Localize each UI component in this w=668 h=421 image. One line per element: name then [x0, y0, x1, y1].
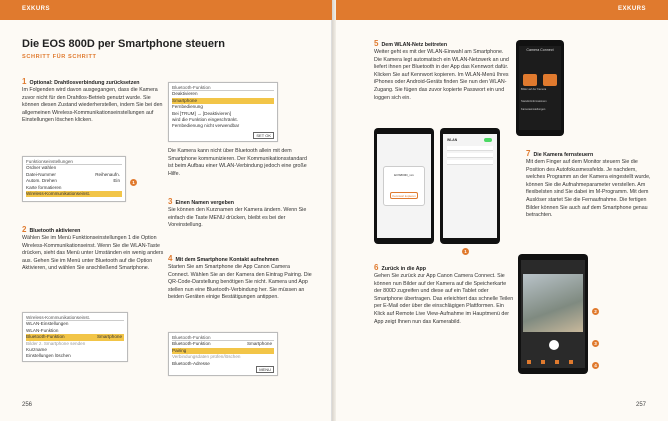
remote-live-view-icon — [543, 74, 557, 86]
step-5-heading: Dem WLAN-Netz beitreten — [381, 42, 448, 48]
password-dialog-screen — [377, 134, 431, 238]
shutter-button-icon[interactable] — [549, 340, 559, 350]
bluetooth-menu-row: wird die Funktion eingeschränkt. — [172, 116, 238, 122]
step-1-heading: Optional: Drahtlosverbindung zurücksetzen — [29, 80, 140, 86]
wireless-menu-screenshot — [22, 312, 128, 362]
live-view-image — [523, 274, 583, 332]
callout-marker: 3 — [592, 340, 599, 347]
app-item-label: Kameraeinstellungen — [521, 108, 546, 111]
bluetooth-menu-title: Bluetooth-Funktion — [172, 85, 274, 91]
page-title: Die EOS 800D per Smartphone steuern — [22, 38, 225, 50]
bluetooth-menu-row: Deaktivieren — [172, 91, 198, 97]
setup-menu-row: Autom. Drehen Ein — [26, 178, 120, 184]
phone-app-home — [516, 40, 564, 136]
pairing-menu-row-selected: Pairing — [172, 348, 274, 354]
step-1-text: Im Folgenden wird davon ausgegangen, dass die Kamera zuvor nicht für den Drahtlos-Betrieb genutzt wurde. Sie können diesen Zustand wiederherstellen, indem Sie bei den allgemeinen Wireless-Kommunikationseinstellungen auf Einstellungen löschen klicken. — [22, 87, 163, 124]
bluetooth-menu-row: Bei [TRUM] → [Deaktivieren] — [172, 110, 231, 116]
step-3-heading: Einen Namen vergeben — [175, 200, 235, 206]
pairing-menu-row: Bluetooth-Adresse — [172, 360, 210, 366]
step-7-text: Mit dem Finger auf dem Monitor steuern Sie die Position des Autofokusmessfelds. Je nachdem, welches Programm an der Kamera eingestellt wurde, können Sie die Aufnahmeparameter verstellen. Am flexibelsten sind Sie dabei im M-Programm. Mit dem Auslöser startet Sie die Fernaufnahme. Die fertigen Bilder können Sie auch auf dem Smartphone genau betrachten. — [526, 159, 651, 219]
step-4-text: Starten Sie am Smartphone die App Canon Camera Connect. Wählen Sie an der Kamera den Eintrag Pairing. Die QR-Code-Darstellung benötigen Sie nicht. Kamera und App stellen nun eine Bluetooth-Verbindung her. Sie müssen an beiden Geräten einige Bestätigungen antippen. — [168, 264, 312, 301]
step-4-heading: Mit dem Smartphone Kontakt aufnehmen — [175, 257, 279, 263]
copy-password-button[interactable]: Kennwort kopieren — [390, 192, 418, 199]
step-5-number: 5 — [374, 39, 379, 48]
setup-menu-title: Funktionseinstellungen — [26, 159, 122, 165]
bluetooth-menu-footer: SET OK — [253, 132, 274, 139]
pairing-menu-footer: MENU — [256, 366, 274, 373]
step-7-heading: Die Kamera fernsteuern — [533, 152, 594, 158]
left-page — [0, 0, 332, 421]
wifi-settings-screen — [443, 134, 497, 238]
right-page — [336, 0, 668, 421]
callout-marker: 1 — [462, 248, 469, 255]
iso-icon[interactable] — [555, 360, 559, 364]
phone-password-dialog — [374, 128, 434, 244]
step-2-number: 2 — [22, 225, 27, 234]
bluetooth-menu-row: Fernbedienung nicht verwendbar — [172, 123, 240, 129]
app-title: Camera Connect — [526, 48, 554, 52]
right-header-bar — [336, 0, 668, 20]
wifi-row — [447, 146, 493, 151]
setup-menu-row: Ordner wählen — [26, 165, 57, 171]
wireless-menu-row: Kurzname — [26, 346, 47, 352]
step-6-text: Gehen Sie zurück zur App Canon Camera Connect. Sie können nun Bilder auf der Kamera auf die Speicherkarte der 800D zugreifen und diese auf ein Tablet oder Smartphone übertragen. Das erleichtert das schnelle Teilen per E-Mail oder über die einschlägigen Plattformen. Ein Klick auf Remote Live View-Aufnahme im Hauptmenü der App zeigt Ihnen nun das Kamerabild. — [374, 273, 514, 325]
left-header-bar — [0, 0, 332, 20]
setup-menu-screenshot — [22, 156, 126, 202]
settings-icon[interactable] — [527, 360, 531, 364]
dialog-ssid: EOS800D_xxx — [394, 173, 414, 177]
left-page-number: 256 — [22, 402, 33, 408]
step-1-number: 1 — [22, 77, 27, 86]
pairing-menu-screenshot — [168, 332, 278, 376]
live-view-screen — [521, 260, 585, 368]
wireless-menu-title: Wireless-Kommunikationseinst. — [26, 315, 124, 321]
wireless-menu-row: Einstellungen löschen — [26, 353, 71, 359]
phone-wifi-settings — [440, 128, 500, 244]
callout-marker: 1 — [130, 179, 137, 186]
app-home-screen — [519, 46, 561, 130]
step-2-heading: Bluetooth aktivieren — [29, 228, 81, 234]
step-6-heading: Zurück in die App — [381, 266, 426, 272]
step-7-number: 7 — [526, 149, 531, 158]
phone-remote-live-view — [518, 254, 588, 374]
wireless-menu-row: WLAN-Einstellungen — [26, 321, 69, 327]
bluetooth-menu-row: Fernbedienung — [172, 104, 203, 110]
step-5-text: Weiter geht es mit der WLAN-Einwahl am Smartphone. Die Kamera legt automatisch ein WLAN-Netzwerk an und liefert ihnen per Bluetooth in der App das Kennwort dafür. Klicken Sie auf Kennwort kopieren. Im WLAN-Menü Ihres iPhones oder Android-Geräts finden Sie nun den WLAN-Zugang. Sie fügen das zuvor kopierte Passwort ein und loggen sich ein. — [374, 49, 509, 101]
wireless-menu-row: WLAN-Funktion — [26, 327, 59, 333]
bluetooth-menu-row-selected: Smartphone — [172, 98, 274, 104]
bluetooth-menu-screenshot — [168, 82, 278, 142]
page-kicker: SCHRITT FÜR SCHRITT — [22, 54, 97, 60]
app-item-label: Standortinformationen — [521, 100, 547, 103]
left-header-label: EXKURS — [22, 6, 51, 12]
right-header-label: EXKURS — [617, 6, 646, 12]
callout-marker: 2 — [592, 308, 599, 315]
app-item-label: Bilder auf der Kamera — [521, 88, 547, 91]
pairing-menu-title: Bluetooth-Funktion — [172, 335, 274, 341]
setup-menu-row: Karte formatieren — [26, 184, 62, 190]
wifi-row — [447, 160, 493, 165]
setup-menu-row: Datei-Nummer Reihenaufn. — [26, 171, 120, 177]
step-6-number: 6 — [374, 263, 379, 272]
pairing-menu-row: Bluetooth-Funktion Smartphone — [172, 341, 272, 347]
setup-menu-row-selected: Wireless-Kommunikationseinst. — [26, 191, 122, 197]
wifi-toggle[interactable] — [484, 138, 492, 142]
step-4-number: 4 — [168, 254, 173, 263]
step-3-number: 3 — [168, 197, 173, 206]
right-page-number: 257 — [635, 402, 646, 408]
callout-marker: 4 — [592, 362, 599, 369]
step-2-text: Wählen Sie im Menü Funktionseinstellungen 1 die Option Wireless-Kommunikationseinst. Wenn Sie die WLAN-Taste drücken, sieht das Menü unter Umständen ein wenig anders aus. Gehen Sie im Menü unter Bluetooth auf die Option Aktivieren, und wählen Sie anschließend Smartphone. — [22, 235, 164, 272]
password-dialog — [383, 166, 425, 206]
step-3-text: Sie können den Kurznamen der Kamera ändern. Wenn Sie einfach die Taste MENU drücken, bleibt es bei der Voreinstellung. — [168, 207, 307, 229]
images-tile-icon — [523, 74, 537, 86]
wifi-row — [447, 153, 493, 158]
wifi-title: WLAN — [447, 138, 458, 142]
mode-icon[interactable] — [541, 360, 545, 364]
wireless-menu-row-selected: Bluetooth-Funktion Smartphone — [26, 334, 122, 340]
wireless-menu-row: Bilder z. Smartphone senden — [26, 340, 86, 346]
pairing-menu-row: Verbindungsdaten prüfen/löschen — [172, 354, 241, 360]
bluetooth-note-text: Die Kamera kann nicht über Bluetooth allein mit dem Smartphone kommunizieren. Der Kommunikationsstandard ist beim Aufbau einer WLAN-Verbindung jedoch eine große Hilfe. — [168, 148, 307, 177]
exposure-icon[interactable] — [569, 360, 573, 364]
